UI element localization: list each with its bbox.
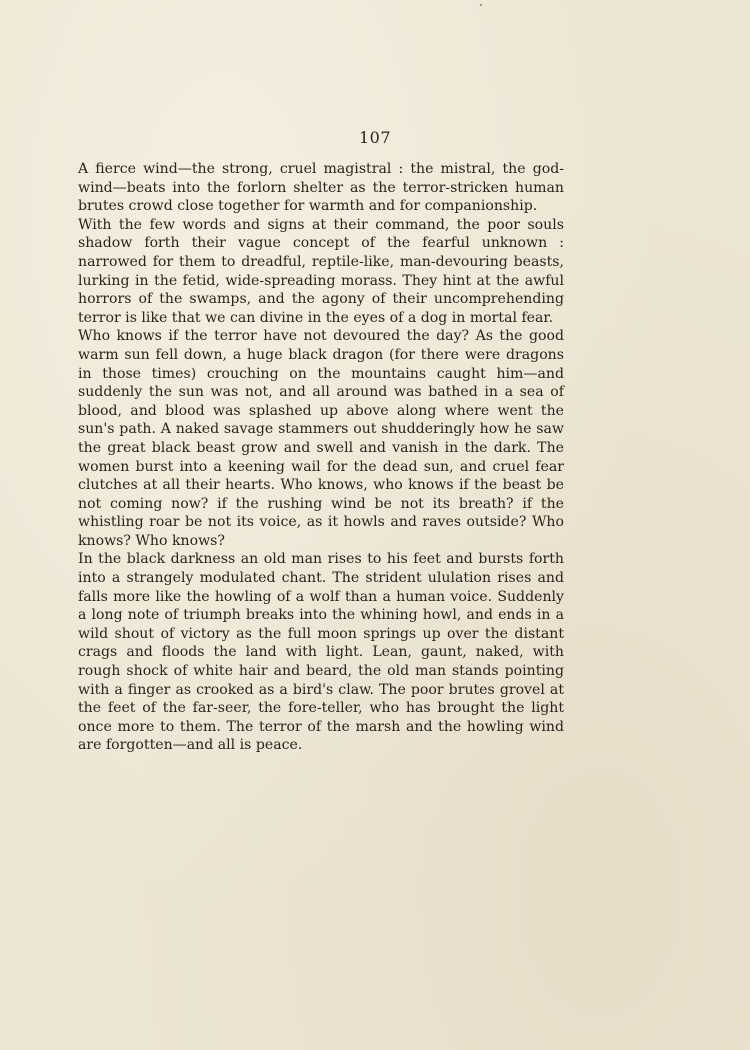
page-number: 107 [358, 128, 392, 147]
paragraph-old-man-chant: In the black darkness an old man rises to his feet and bursts forth into a strangely modulated chant. The strident ululation rises and falls more like the howling of a wolf than a human voice. Suddenly a long note of triumph breaks into the whining howl, and ends in a wild shout of victory as the full moon springs up over the distant crags and floods the land with light. Lean, gaunt, naked, with rough shock of white hair and beard, the old man stands pointing with a finger as crooked as a bird's claw. The poor brutes grovel at the feet of the far-seer, the fore-teller, who has brought the light once more to them. The terror of the marsh and the howling wind are forgotten—and all is peace. [78, 551, 564, 754]
page-body [78, 160, 564, 755]
paragraph-fearful-unknown: With the few words and signs at their command, the poor souls shadow forth their vague concept of the fearful unknown : narrowed for them to dreadful, reptile-like, man-devouring beasts, lurking in the fetid, wide-spreading morass. They hint at the awful horrors of the swamps, and the agony of their uncomprehending terror is like that we can divine in the eyes of a dog in mortal fear. [78, 216, 564, 326]
paper-speck [480, 4, 482, 6]
paragraph-dragon: Who knows if the terror have not devoured the day? As the good warm sun fell down, a huge black dragon (for there were dragons in those times) crouching on the mountains caught him—and suddenly the sun was not, and all around was bathed in a sea of blood, and blood was splashed up above along where went the sun's path. A naked savage stammers out shudderingly how he saw the great black beast grow and swell and vanish in the dark. The women burst into a keening wail for the dead sun, and cruel fear clutches at all their hearts. Who knows, who knows if the beast be not coming now? if the rushing wind be not its breath? if the whistling roar be not its voice, as it howls and raves outside? Who knows? Who knows? [78, 328, 564, 549]
paragraph-mistral: A fierce wind—the strong, cruel magistral : the mistral, the god-wind—beats into the forlorn shelter as the terror-stricken human brutes crowd close together for warmth and for companionship. [78, 161, 564, 215]
